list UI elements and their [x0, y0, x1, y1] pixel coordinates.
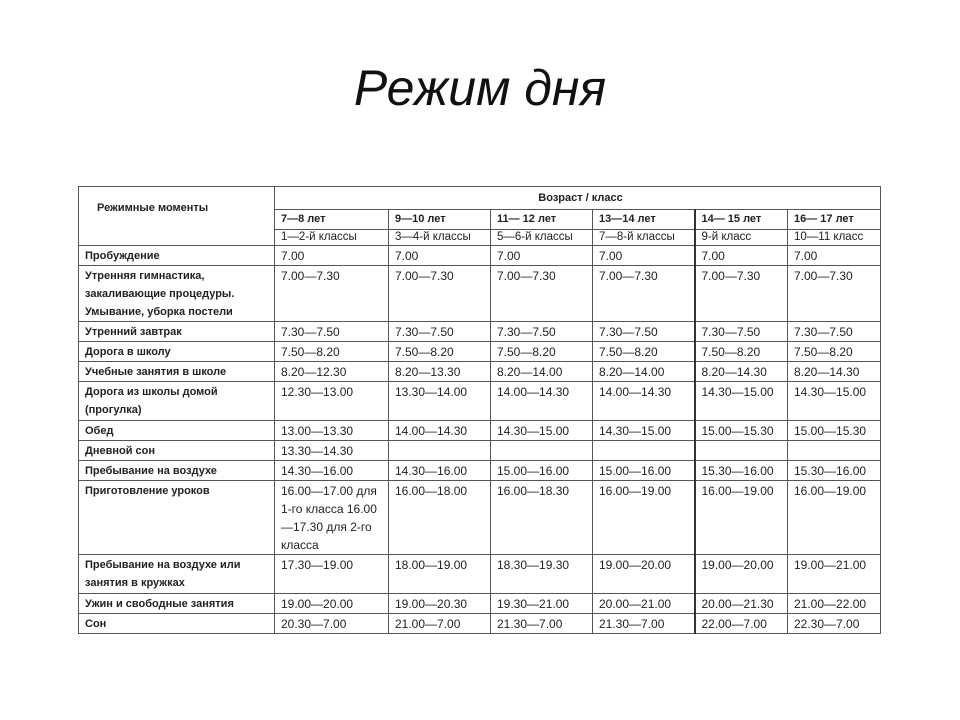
time-cell: 8.20—12.30 — [275, 362, 389, 382]
time-cell: 21.00—22.00 — [788, 594, 881, 614]
age-group-header: Возраст / класс — [275, 187, 881, 210]
time-cell: 12.30—13.00 — [275, 382, 389, 421]
time-cell: 15.30—16.00 — [695, 461, 788, 481]
table-row — [79, 382, 881, 421]
time-cell: 16.00—18.30 — [491, 481, 593, 555]
activity-cell: Пробуждение — [79, 246, 275, 266]
time-cell: 19.00—20.30 — [389, 594, 491, 614]
time-cell: 17.30—19.00 — [275, 555, 389, 594]
time-cell: 7.00—7.30 — [275, 266, 389, 322]
grade-header-6: 10—11 класс — [788, 230, 881, 246]
grade-header-2: 3—4-й классы — [389, 230, 491, 246]
grade-header-1: 1—2-й классы — [275, 230, 389, 246]
time-cell: 14.30—15.00 — [788, 382, 881, 421]
activity-column-header: Режимные моменты — [79, 187, 275, 246]
grade-header-3: 5—6-й классы — [491, 230, 593, 246]
time-cell: 16.00—19.00 — [695, 481, 788, 555]
time-cell: 7.50—8.20 — [389, 342, 491, 362]
table-row — [79, 481, 881, 555]
time-cell: 16.00—19.00 — [788, 481, 881, 555]
time-cell — [593, 441, 695, 461]
activity-cell: Сон — [79, 614, 275, 634]
table-row — [79, 266, 881, 322]
time-cell — [491, 441, 593, 461]
time-cell: 18.00—19.00 — [389, 555, 491, 594]
time-cell: 13.00—13.30 — [275, 421, 389, 441]
time-cell: 14.30—15.00 — [593, 421, 695, 441]
time-cell: 22.30—7.00 — [788, 614, 881, 634]
time-cell: 7.00 — [491, 246, 593, 266]
header-row-group — [79, 187, 881, 210]
time-cell: 18.30—19.30 — [491, 555, 593, 594]
time-cell: 14.00—14.30 — [491, 382, 593, 421]
time-cell: 7.30—7.50 — [491, 322, 593, 342]
table-row — [79, 362, 881, 382]
time-cell: 13.30—14.00 — [389, 382, 491, 421]
table-row — [79, 555, 881, 594]
time-cell: 14.30—16.00 — [389, 461, 491, 481]
age-header-1: 7—8 лет — [275, 210, 389, 230]
time-cell: 14.30—16.00 — [275, 461, 389, 481]
time-cell: 8.20—13.30 — [389, 362, 491, 382]
time-cell: 7.00 — [593, 246, 695, 266]
time-cell: 14.00—14.30 — [389, 421, 491, 441]
time-cell: 14.30—15.00 — [491, 421, 593, 441]
time-cell: 16.00—17.00 для 1-го класса 16.00—17.30 для 2-го класса — [275, 481, 389, 555]
time-cell: 7.00—7.30 — [788, 266, 881, 322]
time-cell: 7.50—8.20 — [491, 342, 593, 362]
time-cell: 15.30—16.00 — [788, 461, 881, 481]
activity-cell: Пребывание на воздухе или занятия в кружках — [79, 555, 275, 594]
time-cell: 19.00—21.00 — [788, 555, 881, 594]
time-cell: 8.20—14.30 — [788, 362, 881, 382]
table-row — [79, 246, 881, 266]
activity-cell: Утренний завтрак — [79, 322, 275, 342]
time-cell: 7.00 — [275, 246, 389, 266]
time-cell: 21.30—7.00 — [491, 614, 593, 634]
activity-cell: Дорога в школу — [79, 342, 275, 362]
time-cell: 8.20—14.00 — [491, 362, 593, 382]
time-cell: 7.00—7.30 — [491, 266, 593, 322]
age-header-5: 14— 15 лет — [695, 210, 788, 230]
age-header-4: 13—14 лет — [593, 210, 695, 230]
grade-header-4: 7—8-й классы — [593, 230, 695, 246]
time-cell: 20.00—21.00 — [593, 594, 695, 614]
time-cell: 7.00 — [389, 246, 491, 266]
time-cell: 16.00—18.00 — [389, 481, 491, 555]
time-cell: 7.50—8.20 — [695, 342, 788, 362]
time-cell: 7.30—7.50 — [593, 322, 695, 342]
time-cell: 15.00—16.00 — [491, 461, 593, 481]
time-cell: 15.00—15.30 — [788, 421, 881, 441]
age-header-3: 11— 12 лет — [491, 210, 593, 230]
time-cell — [788, 441, 881, 461]
time-cell — [695, 441, 788, 461]
time-cell: 7.00—7.30 — [695, 266, 788, 322]
time-cell: 21.00—7.00 — [389, 614, 491, 634]
time-cell: 7.00—7.30 — [389, 266, 491, 322]
table-row — [79, 421, 881, 441]
table-row — [79, 322, 881, 342]
table-row — [79, 342, 881, 362]
activity-cell: Дневной сон — [79, 441, 275, 461]
time-cell: 19.00—20.00 — [695, 555, 788, 594]
activity-cell: Учебные занятия в школе — [79, 362, 275, 382]
time-cell: 19.00—20.00 — [593, 555, 695, 594]
activity-cell: Пребывание на воздухе — [79, 461, 275, 481]
time-cell: 7.30—7.50 — [389, 322, 491, 342]
time-cell: 16.00—19.00 — [593, 481, 695, 555]
grade-header-5: 9-й класс — [695, 230, 788, 246]
time-cell: 7.50—8.20 — [788, 342, 881, 362]
time-cell: 19.00—20.00 — [275, 594, 389, 614]
age-header-2: 9—10 лет — [389, 210, 491, 230]
activity-cell: Утренняя гимнастика, закаливающие процедуры. Умывание, уборка постели — [79, 266, 275, 322]
daily-schedule-table — [78, 186, 881, 634]
time-cell: 7.50—8.20 — [275, 342, 389, 362]
age-header-6: 16— 17 лет — [788, 210, 881, 230]
activity-cell: Обед — [79, 421, 275, 441]
time-cell: 19.30—21.00 — [491, 594, 593, 614]
table-row — [79, 614, 881, 634]
table-row — [79, 441, 881, 461]
time-cell: 14.30—15.00 — [695, 382, 788, 421]
table-row — [79, 461, 881, 481]
time-cell: 20.30—7.00 — [275, 614, 389, 634]
time-cell: 13.30—14.30 — [275, 441, 389, 461]
time-cell: 7.00 — [695, 246, 788, 266]
time-cell: 22.00—7.00 — [695, 614, 788, 634]
time-cell: 7.00—7.30 — [593, 266, 695, 322]
time-cell: 7.00 — [788, 246, 881, 266]
time-cell: 14.00—14.30 — [593, 382, 695, 421]
time-cell — [389, 441, 491, 461]
time-cell: 21.30—7.00 — [593, 614, 695, 634]
time-cell: 15.00—16.00 — [593, 461, 695, 481]
time-cell: 20.00—21.30 — [695, 594, 788, 614]
time-cell: 7.30—7.50 — [275, 322, 389, 342]
page-title: Режим дня — [353, 60, 607, 116]
time-cell: 7.30—7.50 — [788, 322, 881, 342]
time-cell: 7.30—7.50 — [695, 322, 788, 342]
activity-cell: Приготовление уроков — [79, 481, 275, 555]
activity-cell: Ужин и свободные занятия — [79, 594, 275, 614]
time-cell: 7.50—8.20 — [593, 342, 695, 362]
table-row — [79, 594, 881, 614]
time-cell: 8.20—14.30 — [695, 362, 788, 382]
time-cell: 15.00—15.30 — [695, 421, 788, 441]
activity-cell: Дорога из школы домой (прогулка) — [79, 382, 275, 421]
time-cell: 8.20—14.00 — [593, 362, 695, 382]
